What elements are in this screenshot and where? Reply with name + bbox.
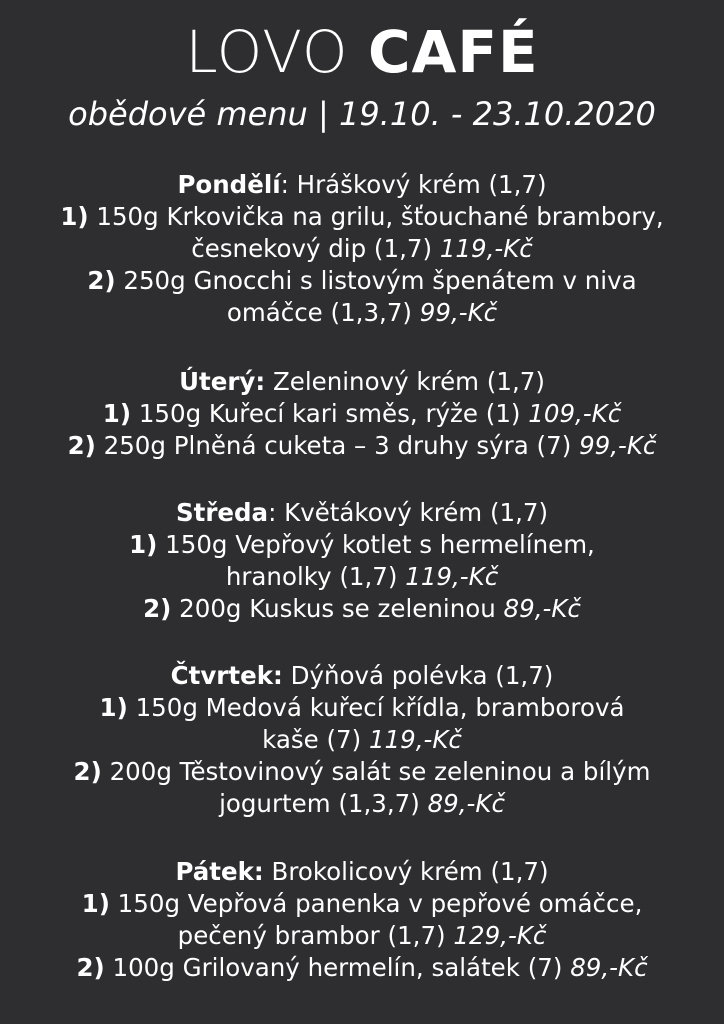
day-block-wednesday <box>0 497 724 625</box>
item-price: 109,-Kč <box>528 399 622 428</box>
item-price: 119,-Kč <box>405 562 499 591</box>
item-text: 250g Plněná cuketa – 3 druhy sýra (7) <box>95 431 580 460</box>
item-price: 99,-Kč <box>419 298 498 327</box>
item-price: 89,-Kč <box>503 594 581 623</box>
item-price: 129,-Kč <box>453 921 547 950</box>
menu-item-line <box>0 952 724 984</box>
day-heading <box>0 497 724 529</box>
item-price: 119,-Kč <box>368 725 462 754</box>
brand-name-light: LOVO <box>185 18 349 86</box>
item-number: 1) <box>81 889 110 918</box>
day-block-monday <box>0 169 724 329</box>
menu-item-line <box>0 297 724 329</box>
item-number: 1) <box>129 530 158 559</box>
item-text: 150g Vepřový kotlet s hermelínem, <box>157 530 595 559</box>
menu-item-line <box>0 430 724 462</box>
item-price: 119,-Kč <box>439 234 533 263</box>
item-number: 1) <box>102 399 132 428</box>
item-price: 99,-Kč <box>579 431 657 460</box>
day-heading <box>0 366 724 398</box>
item-number: 2) <box>76 953 105 982</box>
item-number: 1) <box>60 202 89 231</box>
day-heading <box>0 169 724 201</box>
day-heading <box>0 660 724 692</box>
menu-item-line <box>0 201 724 233</box>
item-text: 150g Vepřová panenka v pepřové omáčce, <box>109 889 643 918</box>
day-soup: : Hráškový krém (1,7) <box>280 170 547 199</box>
item-text: pečený brambor (1,7) <box>177 921 454 950</box>
item-text: 150g Medová kuřecí křídla, bramborová <box>127 693 625 722</box>
item-text: omáčce (1,3,7) <box>226 298 420 327</box>
item-number: 1) <box>99 693 128 722</box>
menu-item-line <box>0 920 724 952</box>
item-price: 89,-Kč <box>427 789 505 818</box>
item-text: 150g Krkovička na grilu, šťouchané brambory, <box>88 202 664 231</box>
brand-name-bold: CAFÉ <box>367 18 539 86</box>
item-text: jogurtem (1,3,7) <box>219 789 428 818</box>
day-name: Pátek: <box>175 857 264 886</box>
menu-item-line <box>0 756 724 788</box>
menu-item-line <box>0 593 724 625</box>
menu-item-line <box>0 561 724 593</box>
day-block-thursday <box>0 660 724 820</box>
menu-item-line <box>0 233 724 265</box>
item-text: 250g Gnocchi s listovým špenátem v niva <box>115 266 637 295</box>
day-soup: Zeleninový krém (1,7) <box>265 367 545 396</box>
day-name: Úterý: <box>179 367 266 396</box>
item-text: hranolky (1,7) <box>225 562 406 591</box>
item-price: 89,-Kč <box>570 953 648 982</box>
item-number: 2) <box>87 266 116 295</box>
menu-item-line <box>0 529 724 561</box>
item-number: 2) <box>73 757 102 786</box>
menu-subtitle: obědové menu | 19.10. - 23.10.2020 <box>68 95 656 133</box>
item-text: česnekový dip (1,7) <box>191 234 440 263</box>
page-title <box>0 16 724 88</box>
day-heading <box>0 856 724 888</box>
day-soup: : Květákový krém (1,7) <box>268 498 549 527</box>
day-soup: Brokolicový krém (1,7) <box>263 857 549 886</box>
day-block-friday <box>0 856 724 984</box>
item-text: kaše (7) <box>262 725 369 754</box>
item-text: 200g Těstovinový salát se zeleninou a bílým <box>101 757 651 786</box>
day-name: Středa <box>175 498 269 527</box>
item-number: 2) <box>143 594 172 623</box>
menu-item-line <box>0 788 724 820</box>
item-number: 2) <box>67 431 96 460</box>
menu-item-line <box>0 398 724 430</box>
day-soup: Dýňová polévka (1,7) <box>282 661 554 690</box>
day-block-tuesday <box>0 366 724 462</box>
item-text: 100g Grilovaný hermelín, salátek (7) <box>104 953 571 982</box>
day-name: Pondělí <box>177 170 281 199</box>
menu-item-line <box>0 724 724 756</box>
menu-item-line <box>0 265 724 297</box>
menu-item-line <box>0 888 724 920</box>
item-text: 200g Kuskus se zeleninou <box>171 594 504 623</box>
day-name: Čtvrtek: <box>170 661 283 690</box>
item-text: 150g Kuřecí kari směs, rýže (1) <box>131 399 529 428</box>
menu-item-line <box>0 692 724 724</box>
